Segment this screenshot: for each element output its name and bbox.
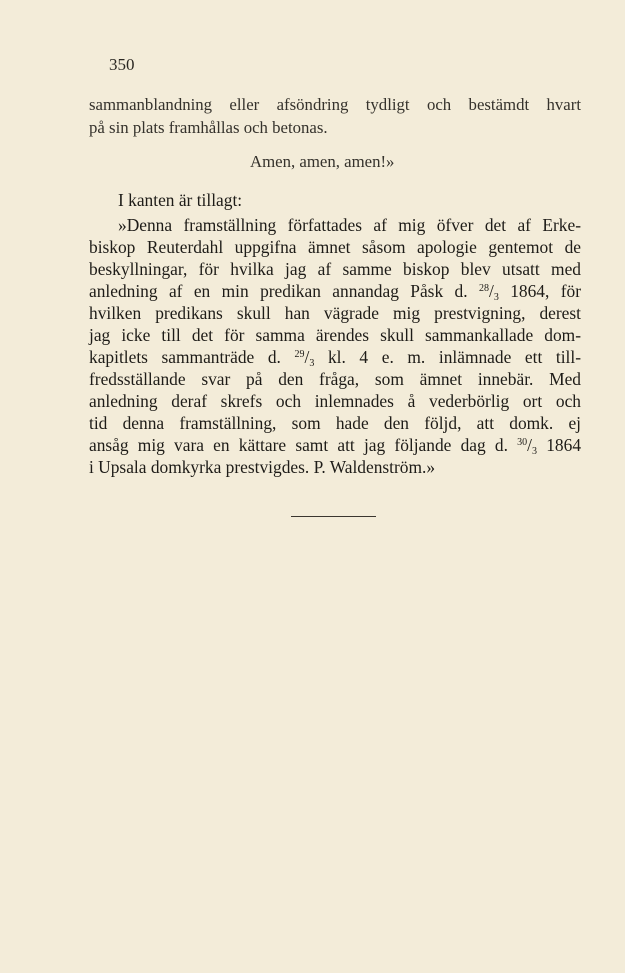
text-line: tid denna framställning, som hade den följd, att domk. ej (89, 413, 581, 433)
text-line-with-date (89, 434, 581, 456)
closing-amen: Amen, amen, amen!» (250, 152, 395, 171)
text-segment: 1864, för (510, 281, 581, 301)
text-line: fredsställande svar på den fråga, som ämnet innebär. Med (89, 369, 581, 389)
text-line: jag icke till det för samma ärendes skull sammankallade dom- (89, 325, 581, 345)
date-fraction: $^{29}/_3$ (294, 347, 315, 369)
text-line: sammanblandning eller afsöndring tydligt och bestämdt hvart (89, 95, 581, 114)
date-fraction: $^{30}/_3$ (517, 435, 538, 457)
text-segment: 1864 (546, 435, 582, 455)
text-line: beskyllningar, för hvilka jag af samme biskop blev utsatt med (89, 259, 581, 279)
margin-note-heading: I kanten är tillagt: (118, 190, 243, 210)
text-segment: kapitlets sammanträde d. (89, 347, 281, 367)
text-line-with-date (89, 280, 581, 302)
page-number: 350 (109, 55, 135, 74)
text-segment: ansåg mig vara en kättare samt att jag följande dag d. (89, 435, 508, 455)
text-line-with-date (89, 346, 581, 368)
text-segment: kl. 4 e. m. inlämnade ett till- (327, 347, 582, 367)
text-line: hvilken predikans skull han vägrade mig prestvigning, derest (89, 303, 581, 323)
text-line: på sin plats framhållas och betonas. (89, 118, 328, 137)
text-line: i Upsala domkyrka prestvigdes. P. Waldenström.» (89, 457, 436, 477)
text-line: anledning deraf skrefs och inlemnades å vederbörlig ort och (89, 391, 581, 411)
text-line: biskop Reuterdahl uppgifna ämnet såsom apologie gentemot de (89, 237, 581, 257)
date-fraction: $^{28}/_3$ (478, 281, 499, 303)
text-line: »Denna framställning författades af mig öfver det af Erke- (118, 215, 581, 235)
text-segment: anledning af en min predikan annandag Påsk d. (89, 281, 468, 301)
section-divider (291, 516, 376, 517)
